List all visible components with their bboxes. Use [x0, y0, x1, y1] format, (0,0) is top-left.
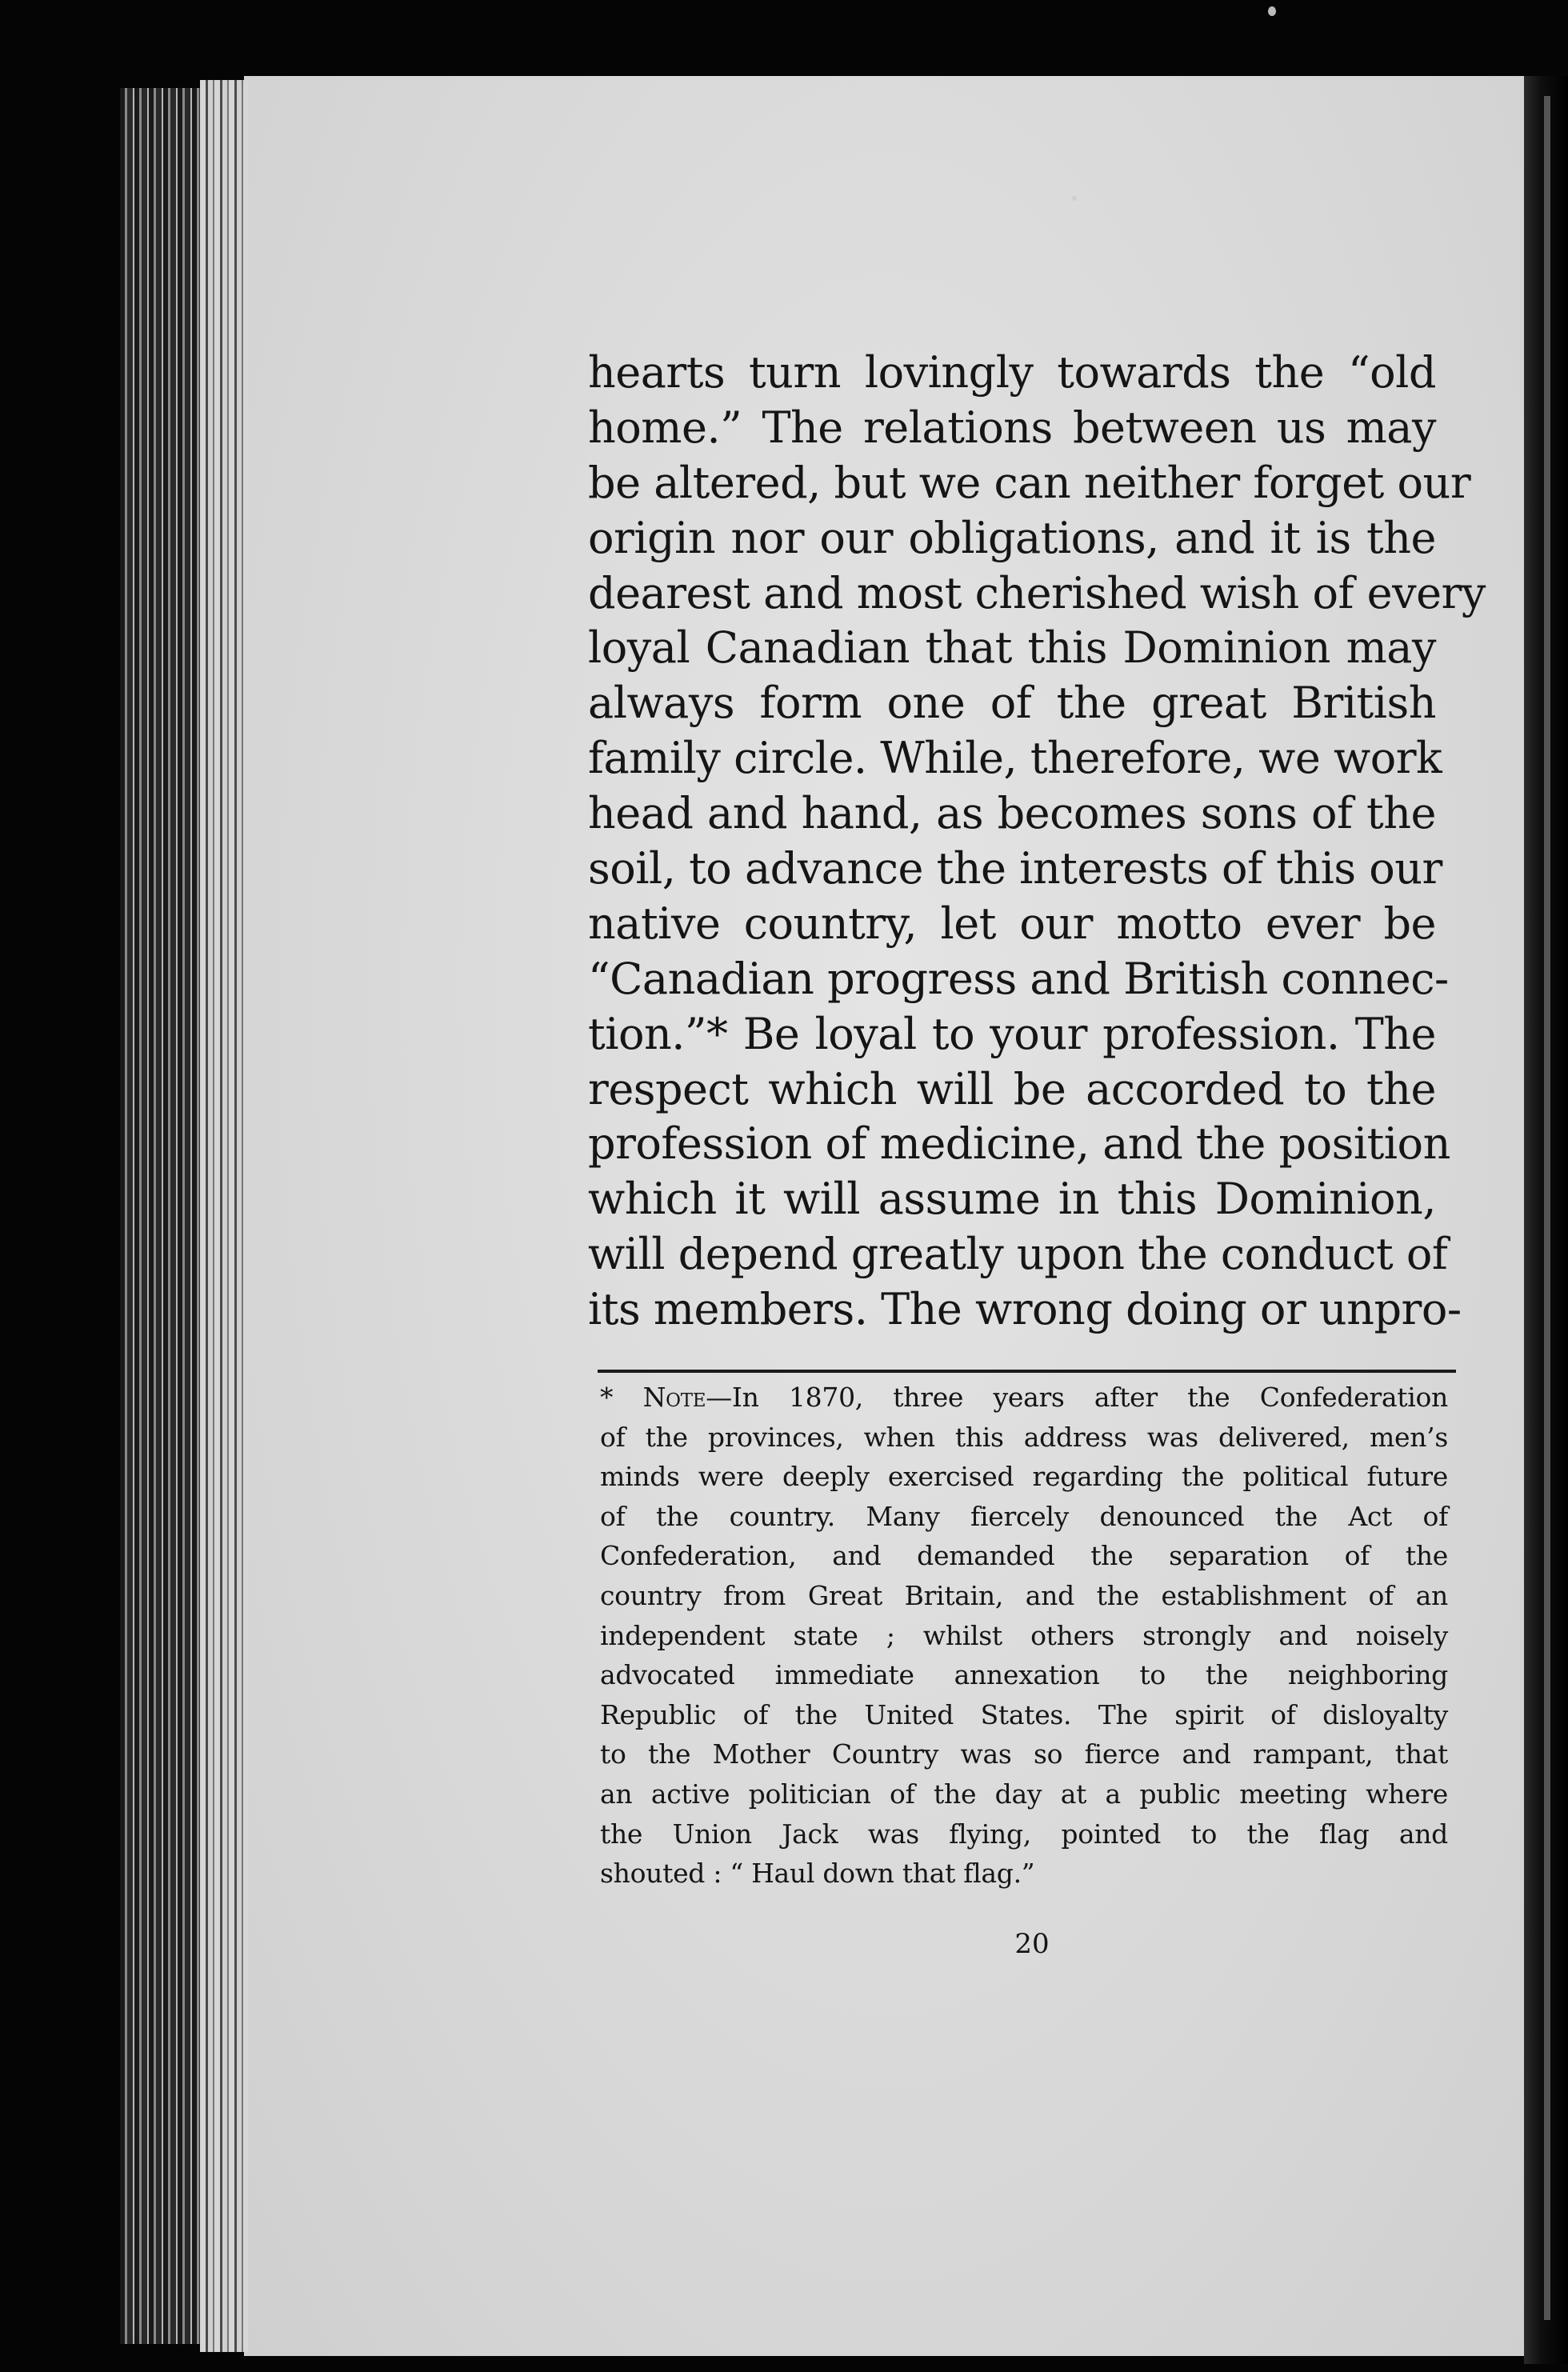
body-line: dearest and most cherished wish of every [588, 567, 1486, 618]
footnote-first-line-text: —In 1870, three years after the Confederation [706, 1382, 1448, 1413]
body-line: its members. The wrong doing or unpro- [588, 1284, 1462, 1335]
binding-strip [1544, 96, 1550, 2320]
footnote-first-line [600, 1378, 1448, 1418]
footnote-line: independent state ; whilst others strongly and noisely [600, 1619, 1448, 1651]
footnote [600, 1378, 1448, 1894]
footnote-line: of the country. Many fiercely denounced the Act of [600, 1500, 1448, 1532]
footnote-rule [598, 1370, 1456, 1373]
body-line: will depend greatly upon the conduct of [588, 1229, 1448, 1280]
body-line: be altered, but we can neither forget our [588, 457, 1471, 508]
footnote-line: Confederation, and demanded the separation of the [600, 1540, 1448, 1572]
body-line: soil, to advance the interests of this our [588, 843, 1442, 894]
paper-speck [1072, 196, 1077, 201]
body-line: always form one of the great British [588, 678, 1436, 729]
body-line: hearts turn lovingly towards the “old [588, 347, 1436, 398]
body-line: “Canadian progress and British connec- [588, 953, 1449, 1004]
footnote-line: the Union Jack was flying, pointed to the flag and [600, 1818, 1448, 1850]
footnote-line: advocated immediate annexation to the neighboring [600, 1659, 1448, 1691]
body-line: family circle. While, therefore, we work [588, 733, 1442, 784]
footnote-line: minds were deeply exercised regarding the political future [600, 1461, 1448, 1493]
book-gutter-edges [200, 80, 248, 2352]
footnote-line: shouted : “ Haul down that flag.” [600, 1858, 1035, 1890]
footnote-line: of the provinces, when this address was delivered, men’s [600, 1421, 1448, 1453]
footnote-label: Note [642, 1382, 706, 1413]
footnote-line: country from Great Britain, and the establishment of an [600, 1579, 1448, 1611]
body-text [588, 346, 1486, 1338]
body-line: profession of medicine, and the position [588, 1118, 1450, 1170]
footnote-line: an active politician of the day at a public meeting where [600, 1778, 1448, 1810]
body-line: native country, let our motto ever be [588, 898, 1436, 949]
page-number: 20 [1014, 1928, 1050, 1960]
footnote-line: to the Mother Country was so fierce and rampant, that [600, 1738, 1448, 1770]
body-line: head and hand, as becomes sons of the [588, 788, 1436, 839]
body-line: home.” The relations between us may [588, 402, 1436, 453]
body-line: tion.”* Be loyal to your profession. The [588, 1008, 1436, 1059]
body-line: loyal Canadian that this Dominion may [588, 622, 1436, 674]
paper-speck [1268, 6, 1276, 16]
body-line: origin nor our obligations, and it is the [588, 512, 1436, 563]
footnote-line: Republic of the United States. The spirit of disloyalty [600, 1698, 1448, 1730]
footnote-marker: * [600, 1382, 643, 1413]
body-line: which it will assume in this Dominion, [588, 1174, 1436, 1225]
body-line: respect which will be accorded to the [588, 1063, 1436, 1114]
